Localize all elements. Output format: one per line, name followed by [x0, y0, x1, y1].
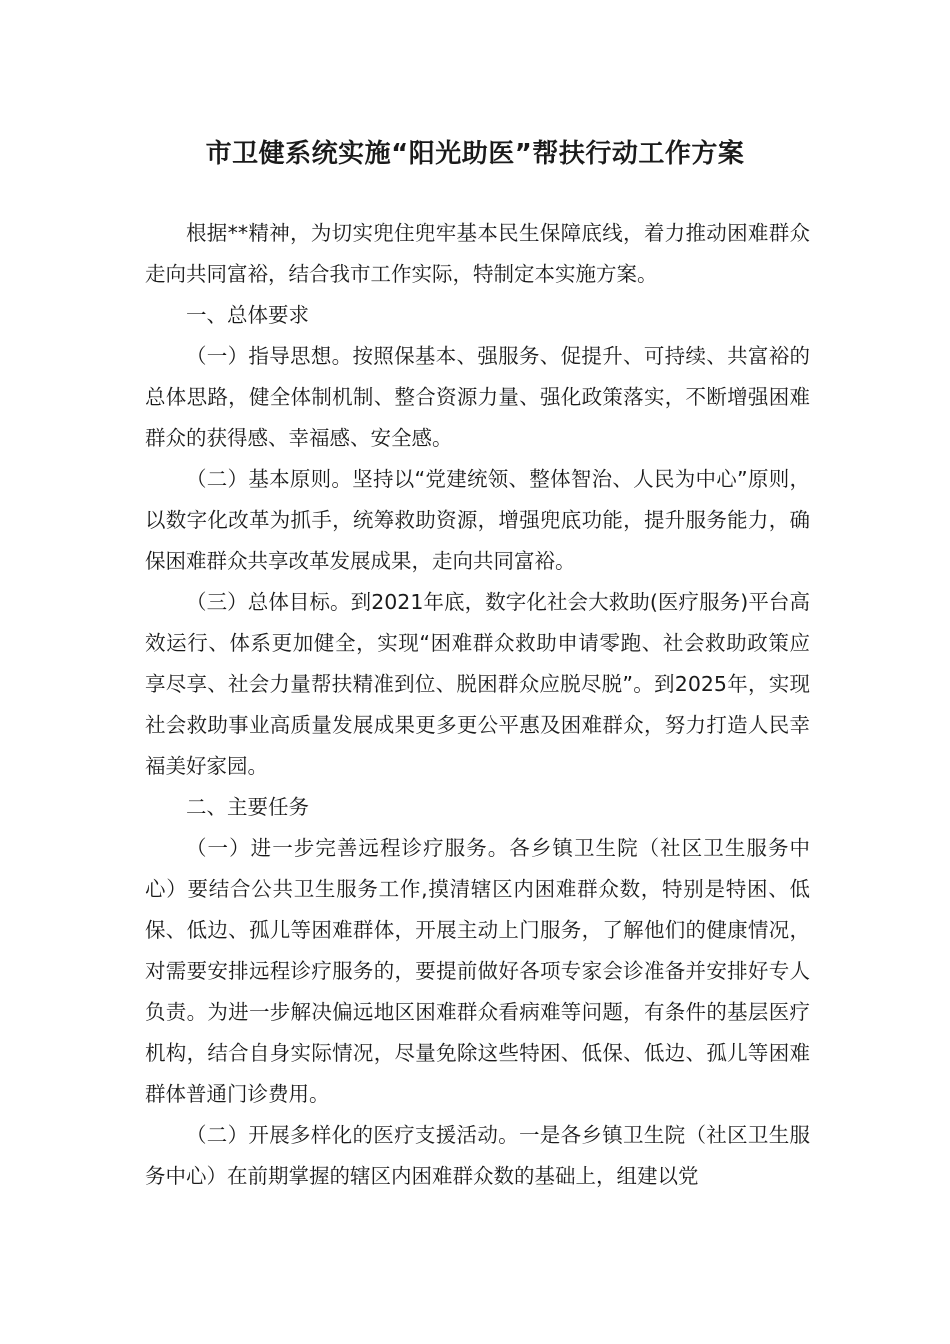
document-title: 市卫健系统实施“阳光助医”帮扶行动工作方案: [205, 139, 745, 169]
paragraph-basic-principles: （二）基本原则。坚持以“党建统领、整体智治、人民为中心”原则，以数字化改革为抓手，统筹救助资源，增强兜底功能，提升服务能力，确保困难群众共享改革发展成果，走向共同富裕。: [145, 467, 810, 573]
document-body: [145, 213, 810, 1197]
heading-main-tasks: 二、主要任务: [186, 795, 309, 819]
paragraph-intro: 根据**精神，为切实兜住兜牢基本民生保障底线，着力推动困难群众走向共同富裕，结合我市工作实际，特制定本实施方案。: [145, 221, 810, 286]
paragraph-guiding-ideology: （一）指导思想。按照保基本、强服务、促提升、可持续、共富裕的总体思路，健全体制机制、整合资源力量、强化政策落实，不断增强困难群众的获得感、幸福感、安全感。: [145, 344, 810, 450]
paragraph-medical-support: （二）开展多样化的医疗支援活动。一是各乡镇卫生院（社区卫生服务中心）在前期掌握的辖区内困难群众数的基础上，组建以党: [145, 1123, 810, 1188]
paragraph-overall-goals: （三）总体目标。到2021年底，数字化社会大救助(医疗服务)平台高效运行、体系更加健全，实现“困难群众救助申请零跑、社会救助政策应享尽享、社会力量帮扶精准到位、脱困群众应脱尽脱”。到2025年，实现社会救助事业高质量发展成果更多更公平惠及困难群众，努力打造人民幸福美好家园。: [145, 590, 810, 778]
heading-general-requirements: 一、总体要求: [186, 303, 309, 327]
paragraph-remote-diagnosis: （一）进一步完善远程诊疗服务。各乡镇卫生院（社区卫生服务中心）要结合公共卫生服务工作,摸清辖区内困难群众数，特别是特困、低保、低边、孤儿等困难群体，开展主动上门服务，了解他们的健康情况，对需要安排远程诊疗服务的，要提前做好各项专家会诊准备并安排好专人负责。为进一步解决偏远地区困难群众看病难等问题，有条件的基层医疗机构，结合自身实际情况，尽量免除这些特困、低保、低边、孤儿等困难群体普通门诊费用。: [145, 836, 810, 1106]
